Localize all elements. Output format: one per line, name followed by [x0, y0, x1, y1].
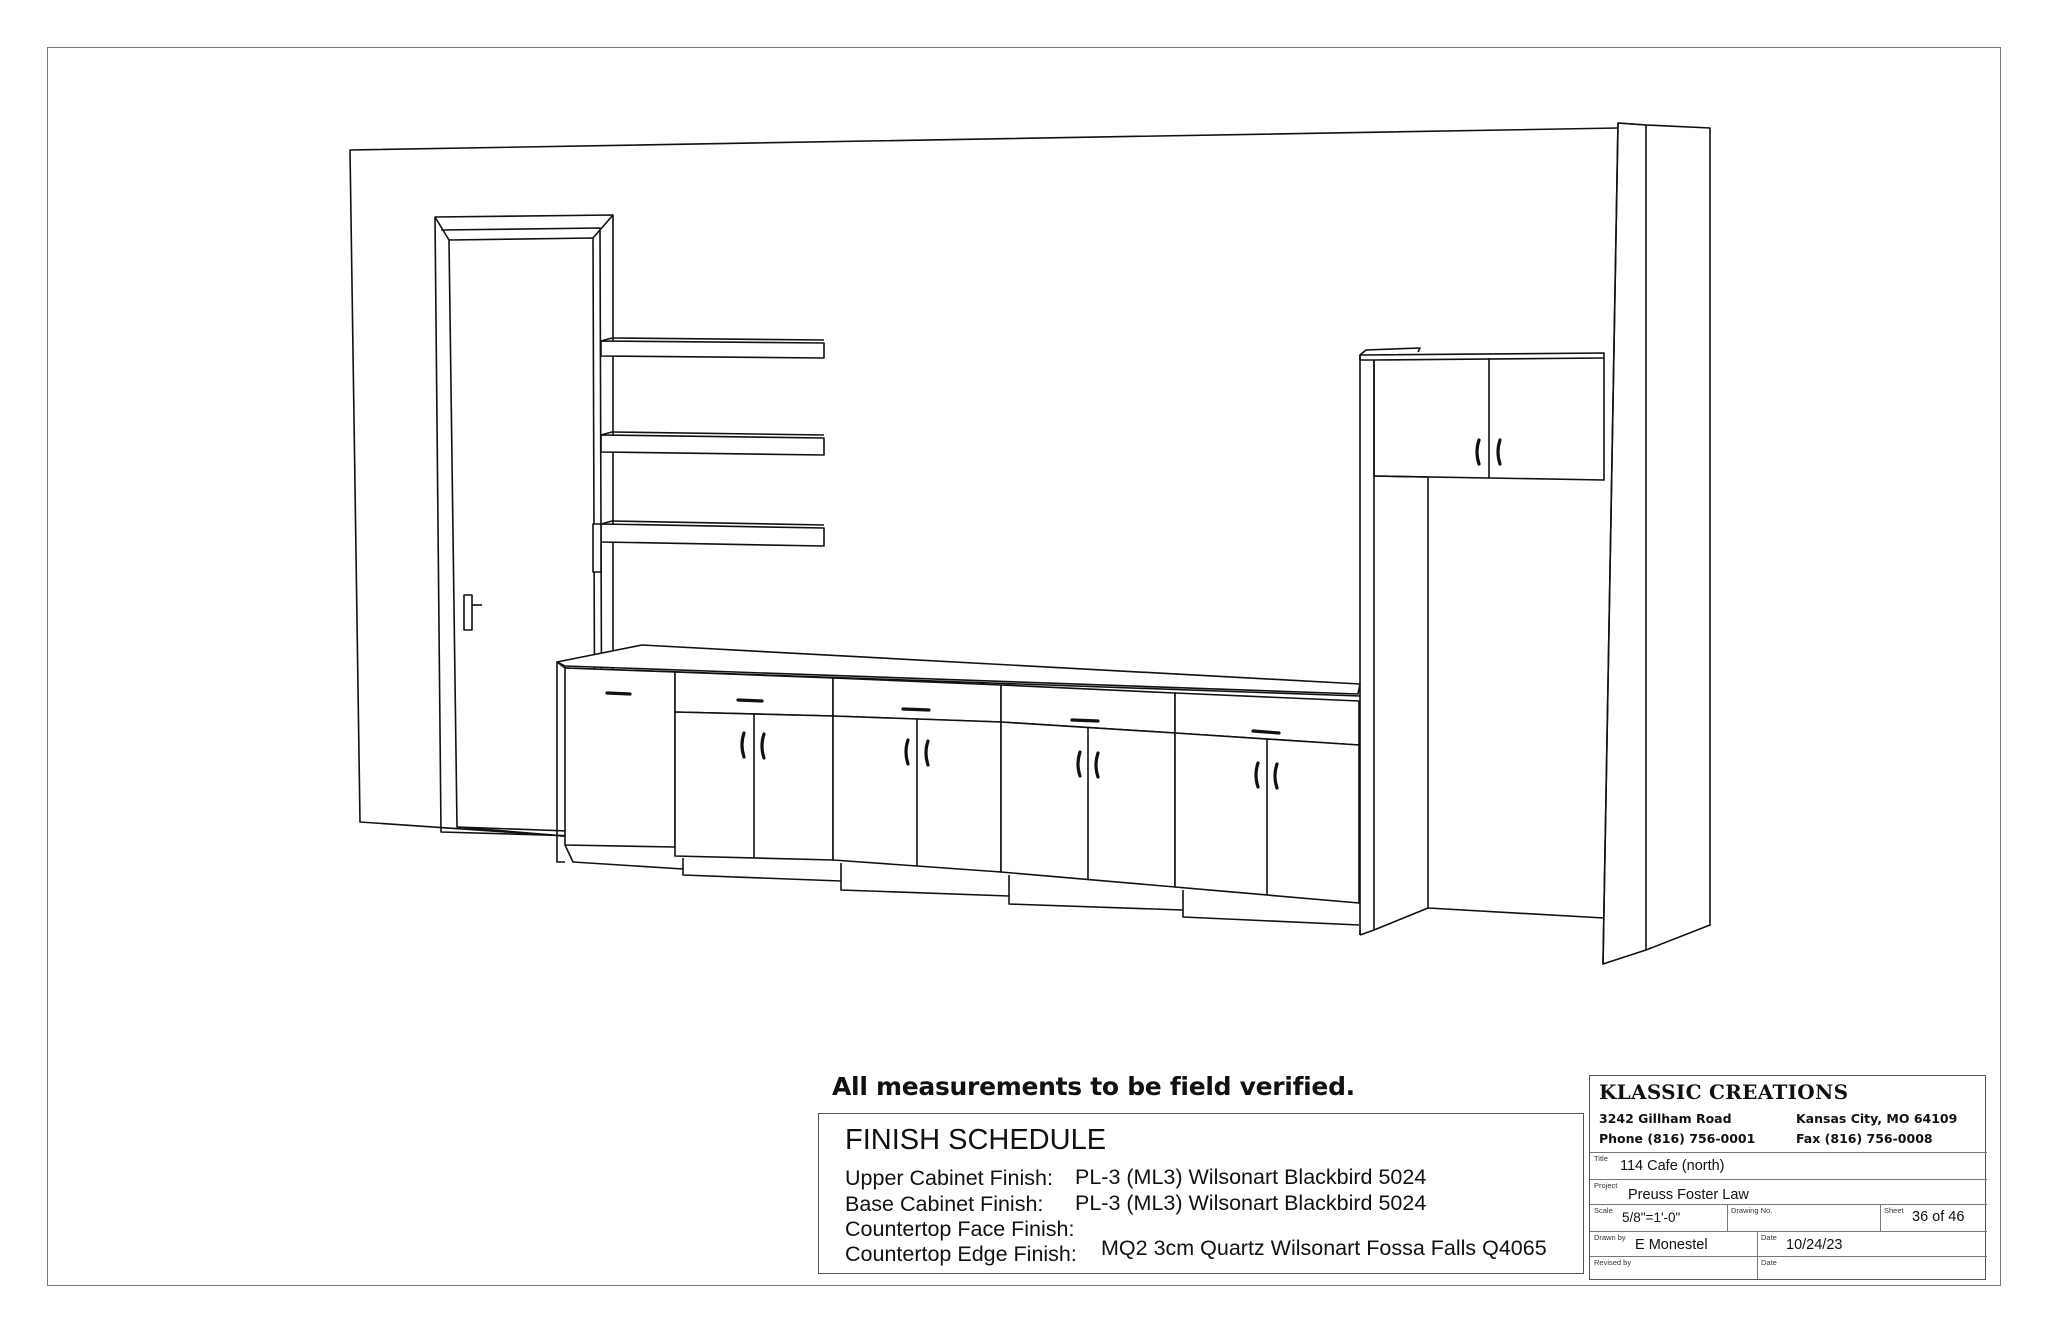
upper-cabinet-finish-value: PL-3 (ML3) Wilsonart Blackbird 5024 [1075, 1165, 1427, 1189]
tall-cabinet [1360, 348, 1604, 935]
revised-by-label: Revised by [1594, 1258, 1632, 1267]
company-fax: Fax (816) 756-0008 [1796, 1131, 1933, 1146]
title-block [1589, 1075, 1986, 1280]
date-label: Date [1761, 1233, 1777, 1242]
finish-schedule-title: FINISH SCHEDULE [845, 1124, 1107, 1156]
divider [1590, 1256, 1987, 1257]
company-city: Kansas City, MO 64109 [1796, 1111, 1958, 1126]
drawn-by-label: Drawn by [1594, 1233, 1626, 1242]
company-phone: Phone (816) 756-0001 [1599, 1131, 1756, 1146]
title-value: 114 Cafe (north) [1620, 1158, 1725, 1174]
drawing-no-label: Drawing No. [1731, 1206, 1773, 1215]
base-cabinets [557, 645, 1360, 925]
countertop-face-finish-label: Countertop Face Finish: [845, 1217, 1075, 1241]
base-cabinet-finish-label: Base Cabinet Finish: [845, 1192, 1044, 1216]
title-label: Title [1594, 1154, 1608, 1163]
divider [1590, 1179, 1987, 1180]
drawn-by-value: E Monestel [1635, 1237, 1708, 1253]
field-verify-notice: All measurements to be field verified. [832, 1072, 1355, 1101]
sheet-label: Sheet [1884, 1206, 1904, 1215]
scale-value: 5/8"=1'-0" [1622, 1210, 1681, 1225]
countertop-edge-finish-value: MQ2 3cm Quartz Wilsonart Fossa Falls Q4065 [1101, 1236, 1547, 1260]
scale-label: Scale [1594, 1206, 1613, 1215]
project-label: Project [1594, 1181, 1618, 1190]
divider [1880, 1204, 1881, 1231]
countertop-edge-finish-label: Countertop Edge Finish: [845, 1242, 1077, 1266]
company-address: 3242 Gillham Road [1599, 1111, 1732, 1126]
divider [1757, 1231, 1758, 1279]
divider [1727, 1204, 1728, 1231]
upper-cabinet-finish-label: Upper Cabinet Finish: [845, 1166, 1053, 1190]
door-handle [464, 595, 472, 630]
end-panel [1603, 123, 1710, 964]
floating-shelves [593, 338, 824, 572]
project-value: Preuss Foster Law [1628, 1187, 1749, 1203]
finish-schedule [818, 1113, 1584, 1274]
date-value: 10/24/23 [1786, 1237, 1843, 1253]
company-name: KLASSIC CREATIONS [1599, 1080, 1849, 1104]
revised-date-label: Date [1761, 1258, 1777, 1267]
divider [1590, 1231, 1987, 1232]
divider [1590, 1204, 1987, 1205]
sheet-value: 36 of 46 [1912, 1209, 1965, 1225]
base-cabinet-finish-value: PL-3 (ML3) Wilsonart Blackbird 5024 [1075, 1191, 1427, 1215]
divider [1590, 1152, 1987, 1153]
